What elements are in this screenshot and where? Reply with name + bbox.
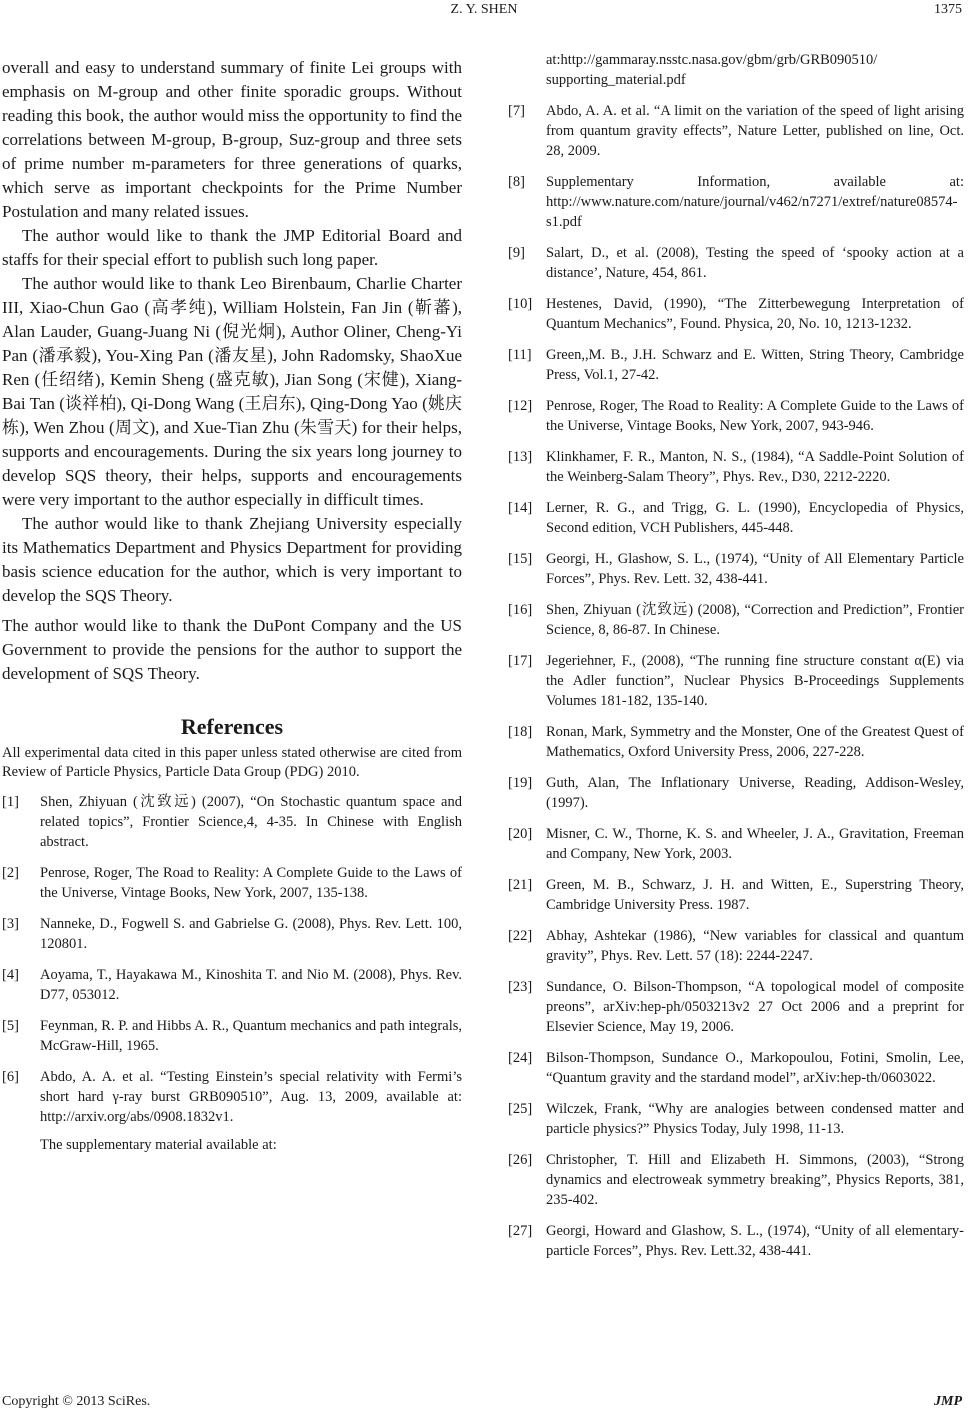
reference-text [546,1099,964,1139]
reference-number: [15] [508,551,533,567]
reference-list-right [508,50,964,1261]
reference-number: [18] [508,724,533,740]
reference-body: Penrose, Roger, The Road to Reality: A Complete Guide to the Laws of the Universe, Vintage Books, New York, 2007, 135-138. [40,865,462,901]
reference-text [40,792,462,852]
reference-item [508,345,964,385]
reference-text [546,926,964,966]
references-heading: References [180,714,284,739]
reference-body: Jegeriehner, F., (2008), “The running fine structure constant α(E) via the Adler function”, Nuclear Physics B-Proceedings Supplements Volumes 181-182, 135-140. [546,653,964,709]
reference-text [40,965,462,1005]
reference-text [546,875,964,915]
paragraph: overall and easy to understand summary of finite Lei groups with emphasis on M-group and other finite sporadic groups. Without reading this book, the author would miss the opportunity to find the correlations between M-group, B-group, Suz-group and three sets of prime number m-parameters for three generations of quarks, which serve as important checkpoints for the Prime Number Postulation and many related issues. [2,58,462,221]
reference-body: Shen, Zhiyuan (沈致远) (2008), “Correction and Prediction”, Frontier Science, 8, 86-87. In Chinese. [546,602,964,638]
reference-number: [4] [2,967,19,983]
left-column [2,50,462,1166]
reference-item [508,977,964,1037]
paragraph: The author would like to thank Zhejiang University especially its Mathematics Department and Physics Department for providing basis science education for the author, which is very important to develop the SQS Theory. [2,514,462,605]
reference-text [40,914,462,954]
reference-text [40,1016,462,1056]
reference-body: Klinkhamer, F. R., Manton, N. S., (1984), “A Saddle-Point Solution of the Weinberg-Salam Theory”, Phys. Rev., D30, 2212-2220. [546,449,964,485]
reference-text [546,977,964,1037]
references-note: All experimental data cited in this paper unless stated otherwise are cited from Review of Particle Physics, Particle Data Group (PDG) 2010. [2,745,462,780]
journal-name: JMP [934,1394,962,1409]
reference-body: Abdo, A. A. et al. “Testing Einstein’s special relativity with Fermi’s short hard γ-ray burst GRB090510”, Aug. 13, 2009, available at: http://arxiv.org/abs/0908.1832v1. [40,1069,462,1125]
reference-text [546,172,964,232]
reference-text [546,447,964,487]
reference-item [508,549,964,589]
reference-body: Sundance, O. Bilson-Thompson, “A topological model of composite preons”, arXiv:hep-ph/0503213v2 27 Oct 2006 and a preprint for Elsevier Science, May 19, 2006. [546,979,964,1035]
reference-spacer [508,50,546,90]
reference-item [508,294,964,334]
page-footer [2,1394,962,1410]
reference-text [546,824,964,864]
reference-text [546,549,964,589]
reference-item [508,172,964,232]
reference-number: [1] [2,794,19,810]
reference-item [508,824,964,864]
reference-body: Bilson-Thompson, Sundance O., Markopoulou, Fotini, Smolin, Lee, “Quantum gravity and the stardand model”, arXiv:hep-th/0603022. [546,1050,964,1086]
reference-number: [21] [508,877,533,893]
reference-body: Ronan, Mark, Symmetry and the Monster, One of the Greatest Quest of Mathematics, Oxford University Press, 2006, 227-228. [546,724,964,760]
reference-number: [8] [508,174,525,190]
reference-text [546,1150,964,1210]
reference-item [2,1067,462,1155]
reference-text [40,863,462,903]
reference-continuation: The supplementary material available at: [40,1137,277,1153]
reference-item [508,1150,964,1210]
reference-text [546,345,964,385]
reference-number: [9] [508,245,525,261]
reference-item [508,600,964,640]
reference-number: [25] [508,1101,533,1117]
reference-body: Guth, Alan, The Inflationary Universe, Reading, Addison-Wesley, (1997). [546,775,964,811]
running-head: Z. Y. SHEN [450,2,518,17]
paragraph: The author would like to thank the JMP Editorial Board and staffs for their special effort to publish such long paper. [2,226,462,269]
reference-item [508,1099,964,1139]
reference-text [546,498,964,538]
reference-item [508,722,964,762]
copyright: Copyright © 2013 SciRes. [2,1394,151,1409]
reference-item [508,396,964,436]
reference-body: Georgi, Howard and Glashow, S. L., (1974), “Unity of all elementary-particle Forces”, Phys. Rev. Lett.32, 438-441. [546,1223,964,1259]
reference-item [508,651,964,711]
reference-item [508,1048,964,1088]
reference-number: [16] [508,602,533,618]
reference-item [2,1016,462,1056]
reference-number: [23] [508,979,533,995]
reference-item [508,447,964,487]
reference-body: Feynman, R. P. and Hibbs A. R., Quantum mechanics and path integrals, McGraw-Hill, 1965. [40,1018,462,1054]
reference-number: [20] [508,826,533,842]
reference-text [546,1048,964,1088]
reference-body: Shen, Zhiyuan (沈致远) (2007), “On Stochastic quantum space and related topics”, Frontier Science,4, 4-35. In Chinese with English abstract. [40,794,462,850]
reference-number: [5] [2,1018,19,1034]
reference-text [546,243,964,283]
reference-number: [14] [508,500,533,516]
reference-number: [6] [2,1069,19,1085]
reference-number: [10] [508,296,533,312]
reference-item [508,243,964,283]
reference-number: [12] [508,398,533,414]
reference-text [546,396,964,436]
reference-text [546,773,964,813]
reference-body: Lerner, R. G., and Trigg, G. L. (1990), Encyclopedia of Physics, Second edition, VCH Publishers, 445-448. [546,500,964,536]
reference-item [508,101,964,161]
reference-item [2,792,462,852]
reference-number: [24] [508,1050,533,1066]
reference-text [546,722,964,762]
reference-number: [22] [508,928,533,944]
reference-number: [27] [508,1223,533,1239]
reference-number: [7] [508,103,525,119]
reference-body: Abhay, Ashtekar (1986), “New variables for classical and quantum gravity”, Phys. Rev. Lett. 57 (18): 2244-2247. [546,928,964,964]
reference-item [508,773,964,813]
reference-body: Christopher, T. Hill and Elizabeth H. Simmons, (2003), “Strong dynamics and electroweak symmetry breaking”, Physics Reports, 381, 235-402. [546,1152,964,1208]
paragraph: The author would like to thank Leo Birenbaum, Charlie Charter III, Xiao-Chun Gao (高孝纯), William Holstein, Fan Jin (靳蕃), Alan Lauder, Guang-Juang Ni (倪光炯), Author Oliner, Cheng-Yi Pan (潘承毅), You-Xing Pan (潘友星), John Radomsky, ShaoXue Ren (任绍绪), Kemin Sheng (盛克敏), Jian Song (宋健), Xiang-Bai Tan (谈祥柏), Qi-Dong Wang (王启东), Qing-Dong Yao (姚庆栋), Wen Zhou (周文), and Xue-Tian Zhu (朱雪天) for their helps, supports and encouragements. During the six years long journey to develop SQS theory, their helps, supports and encouragements were very important to the author especially in difficult times. [2,274,462,509]
reference-item [2,965,462,1005]
reference-number: [13] [508,449,533,465]
reference-item [2,863,462,903]
reference-text [546,294,964,334]
reference-text [546,651,964,711]
reference-text [40,1067,462,1155]
reference-item [2,914,462,954]
reference-item [508,926,964,966]
reference-number: [19] [508,775,533,791]
reference-text [546,1221,964,1261]
reference-body: Green,,M. B., J.H. Schwarz and E. Witten, String Theory, Cambridge Press, Vol.1, 27-42. [546,347,964,383]
reference-item [508,498,964,538]
reference-body: Abdo, A. A. et al. “A limit on the variation of the speed of light arising from quantum gravity effects”, Nature Letter, published on line, Oct. 28, 2009. [546,103,964,159]
reference-body: Aoyama, T., Hayakawa M., Kinoshita T. and Nio M. (2008), Phys. Rev. D77, 053012. [40,967,462,1003]
reference-body: Wilczek, Frank, “Why are analogies between condensed matter and particle physics?” Physics Today, July 1998, 11-13. [546,1101,964,1137]
reference-body: Georgi, H., Glashow, S. L., (1974), “Unity of All Elementary Particle Forces”, Phys. Rev. Lett. 32, 438-441. [546,551,964,587]
reference-number: [11] [508,347,532,363]
reference-number: [2] [2,865,19,881]
reference-text [546,101,964,161]
page-number: 1375 [934,2,962,17]
reference-body: Misner, C. W., Thorne, K. S. and Wheeler, J. A., Gravitation, Freeman and Company, New York, 2003. [546,826,964,862]
reference-body: Hestenes, David, (1990), “The Zitterbewegung Interpretation of Quantum Mechanics”, Found. Physica, 20, No. 10, 1213-1232. [546,296,964,332]
reference-body: Penrose, Roger, The Road to Reality: A Complete Guide to the Laws of the Universe, Vintage Books, New York, 2007, 943-946. [546,398,964,434]
reference-body: Salart, D., et al. (2008), Testing the speed of ‘spooky action at a distance’, Nature, 454, 861. [546,245,964,281]
reference-item [508,875,964,915]
reference-list-left [2,792,462,1155]
right-column [508,50,964,1272]
reference-item [508,1221,964,1261]
reference-number: [26] [508,1152,533,1168]
reference-number: [17] [508,653,533,669]
reference-continuation [508,50,964,90]
reference-body: Supplementary Information, available at: http://www.nature.com/nature/journal/v462/n7271/extref/nature08574-s1.pdf [546,174,964,230]
reference-body: Nanneke, D., Fogwell S. and Gabrielse G. (2008), Phys. Rev. Lett. 100, 120801. [40,916,462,952]
page-header [0,0,968,20]
reference-url: at:http://gammaray.nsstc.nasa.gov/gbm/grb/GRB090510/ supporting_material.pdf [546,52,878,88]
paragraph: The author would like to thank the DuPont Company and the US Government to provide the pensions for the author to support the development of SQS Theory. [2,616,462,683]
reference-text [546,600,964,640]
reference-number: [3] [2,916,19,932]
reference-body: Green, M. B., Schwarz, J. H. and Witten, E., Superstring Theory, Cambridge University Press. 1987. [546,877,964,913]
